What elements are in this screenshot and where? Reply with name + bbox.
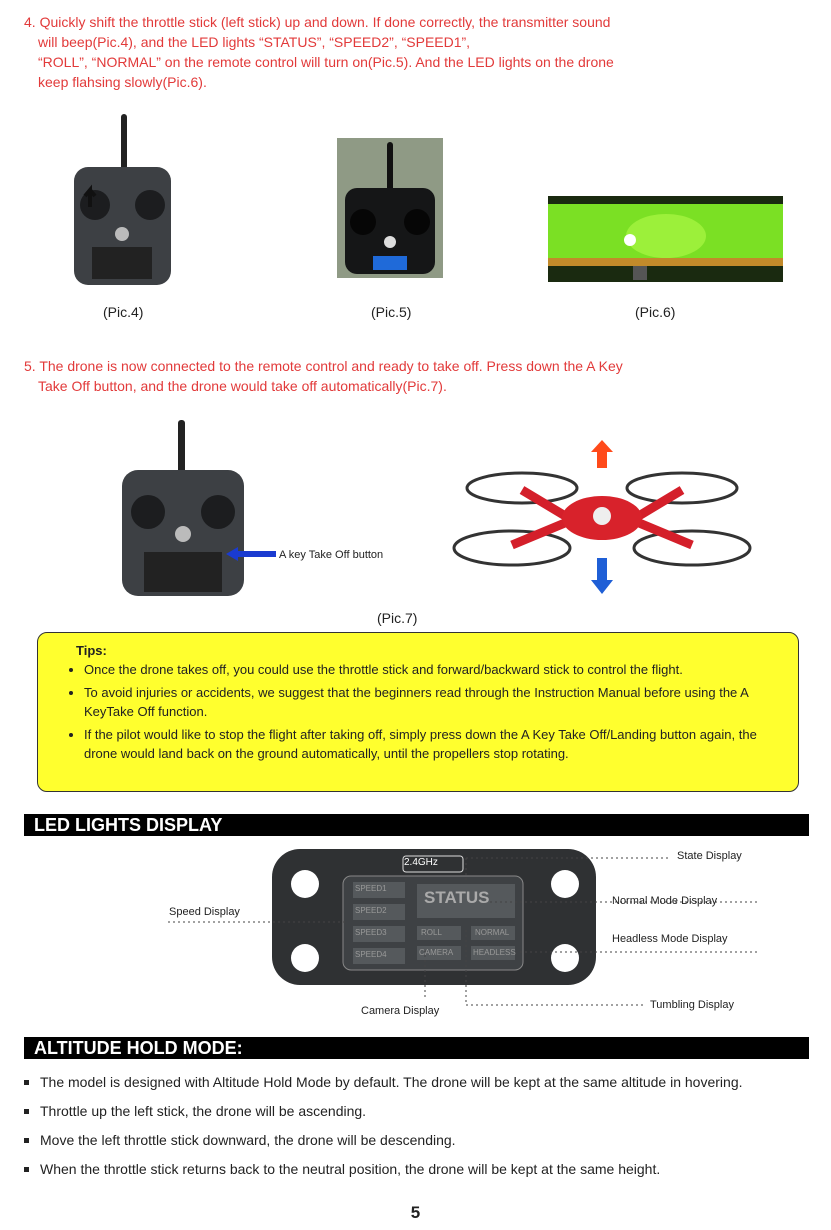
step-4-line-4: keep flahsing slowly(Pic.6).	[38, 74, 207, 90]
led-lights-heading: LED LIGHTS DISPLAY	[24, 814, 809, 836]
step-5-line-2: Take Off button, and the drone would take off automatically(Pic.7).	[38, 378, 447, 394]
tips-box	[37, 632, 799, 792]
normal-label: NORMAL	[475, 928, 510, 937]
step-4-line-2: will beep(Pic.4), and the LED lights “STATUS”, “SPEED2”, “SPEED1”,	[38, 34, 471, 50]
headless-mode-display-label: Headless Mode Display	[612, 933, 728, 945]
tip-item: • Once the drone takes off, you could use the throttle stick and forward/backward stick to control the flight.	[84, 660, 786, 679]
altitude-bullets	[18, 1074, 818, 1190]
tip-item: • If the pilot would like to stop the flight after taking off, simply press down the A Key Take Off/Landing button again, the drone would land back on the ground automatically, until the propellers stop rotating.	[84, 725, 786, 763]
drone-led-image-pic6	[548, 196, 783, 282]
normal-mode-display-label: Normal Mode Display	[612, 895, 718, 907]
altitude-item: Move the left throttle stick downward, the drone will be descending.	[18, 1132, 818, 1149]
speed-label-2: SPEED2	[355, 906, 387, 915]
remote-control-image-pic5	[337, 138, 443, 278]
step-5-line-1: 5. The drone is now connected to the remote control and ready to take off. Press down the A Key	[24, 358, 623, 374]
speed-label-4: SPEED4	[355, 950, 387, 959]
tumbling-display-label: Tumbling Display	[650, 999, 734, 1011]
camera-label: CAMERA	[419, 948, 454, 957]
page-number: 5	[410, 1203, 421, 1222]
step-4-line-3: “ROLL”, “NORMAL” on the remote control will turn on(Pic.5). And the LED lights on the drone	[38, 54, 614, 70]
camera-display-label: Camera Display	[361, 1005, 440, 1017]
tip-item: • To avoid injuries or accidents, we suggest that the beginners read through the Instruction Manual before using the A KeyTake Off function.	[84, 683, 786, 721]
step-4-line-1: 4. Quickly shift the throttle stick (left stick) up and down. If done correctly, the transmitter sound	[24, 14, 611, 30]
band-label: 2.4GHz	[404, 857, 438, 868]
speed-label-1: SPEED1	[355, 884, 387, 893]
speed-label-3: SPEED3	[355, 928, 387, 937]
led-callout-lines	[0, 840, 831, 1020]
altitude-item: The model is designed with Altitude Hold Mode by default. The drone will be kept at the same altitude in hovering.	[18, 1074, 818, 1091]
caption-pic5: (Pic.5)	[371, 304, 412, 320]
step-5-instructions	[24, 356, 623, 396]
remote-control-image-pic7	[118, 418, 248, 598]
speed-display-label: Speed Display	[169, 906, 240, 918]
drone-image-pic7	[452, 440, 752, 595]
state-display-label: State Display	[677, 850, 742, 862]
a-key-arrow	[226, 546, 276, 562]
step-4-instructions	[24, 12, 614, 92]
altitude-hold-heading: ALTITUDE HOLD MODE:	[24, 1037, 809, 1059]
caption-pic7: (Pic.7)	[377, 610, 418, 626]
caption-pic6: (Pic.6)	[635, 304, 676, 320]
remote-control-image-pic4	[70, 112, 175, 287]
headless-label: HEADLESS	[473, 948, 516, 957]
caption-pic4: (Pic.4)	[103, 304, 144, 320]
a-key-label: A key Take Off button	[279, 549, 384, 561]
status-label: STATUS	[424, 888, 490, 907]
altitude-item: Throttle up the left stick, the drone will be ascending.	[18, 1103, 818, 1120]
altitude-item: When the throttle stick returns back to the neutral position, the drone will be kept at the same height.	[18, 1161, 818, 1178]
tips-title: Tips:	[76, 643, 107, 658]
tips-list	[66, 660, 786, 763]
roll-label: ROLL	[421, 928, 442, 937]
